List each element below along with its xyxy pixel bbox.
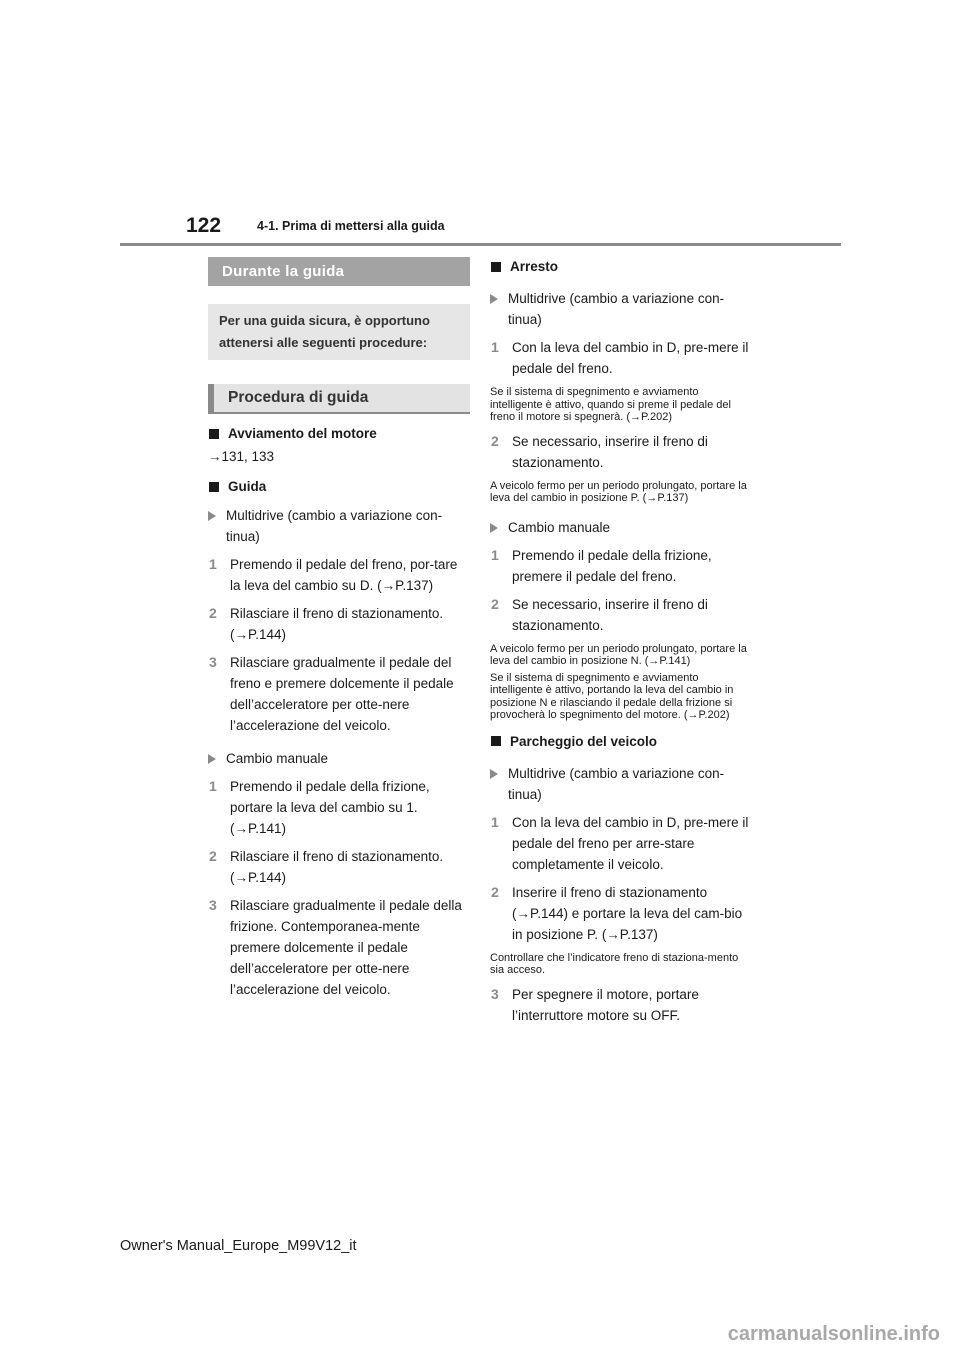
square-bullet-icon bbox=[491, 736, 501, 746]
section-guida bbox=[208, 477, 470, 1000]
step: 2 Rilasciare il freno di stazionamento. (→P.144) bbox=[209, 605, 444, 642]
step: 3 Per spegnere il motore, portare l’interruttore motore su OFF. bbox=[491, 985, 699, 1023]
step: 2 Se necessario, inserire il freno di stazionamento. bbox=[491, 432, 708, 470]
triangle-bullet-icon bbox=[490, 523, 498, 533]
triangle-bullet-icon bbox=[208, 754, 216, 764]
section-title: 4-1. Prima di mettersi alla guida bbox=[257, 219, 445, 233]
heading-arresto: Arresto bbox=[490, 257, 752, 276]
step: 2 Inserire il freno di stazionamento (→P.144) e portare la leva del cam-bio in posizione P. (→P.137) bbox=[491, 883, 743, 942]
step: 1 Con la leva del cambio in D, pre-mere il pedale del freno. bbox=[491, 339, 749, 376]
variant-multidrive: Multidrive (cambio a variazione con-tinua) bbox=[490, 763, 752, 805]
step: 1 Con la leva del cambio in D, pre-mere il pedale del freno per arre-stare completamente il veicolo. bbox=[491, 813, 749, 872]
heading-guida: Guida bbox=[208, 477, 470, 496]
step: 1 Premendo il pedale della frizione, premere il pedale del freno. bbox=[491, 546, 712, 584]
page-number: 122 bbox=[186, 214, 222, 237]
heading-avviamento: Avviamento del motore bbox=[208, 424, 470, 443]
intro-box: Per una guida sicura, è opportuno attenersi alle seguenti procedure: bbox=[208, 304, 470, 360]
triangle-bullet-icon bbox=[490, 294, 498, 304]
variant-cambio-manuale: Cambio manuale bbox=[490, 517, 752, 538]
step: 1 Premendo il pedale della frizione, portare la leva del cambio su 1. (→P.141) bbox=[209, 778, 430, 836]
banner-procedura-di-guida: Procedura di guida bbox=[208, 384, 470, 414]
note: A veicolo fermo per un periodo prolungato, portare la leva del cambio in posizione N. (→P.141) bbox=[490, 642, 747, 667]
note: Se il sistema di spegnimento e avviamento intelligente è attivo, quando si preme il pedale del freno il motore si spegnerà. (→P.202) bbox=[490, 386, 731, 423]
variant-cambio-manuale: Cambio manuale bbox=[208, 748, 470, 769]
section-parcheggio bbox=[490, 732, 752, 1026]
section-arresto bbox=[490, 257, 752, 722]
triangle-bullet-icon bbox=[208, 511, 216, 521]
banner-durante-la-guida: Durante la guida bbox=[208, 257, 470, 286]
right-column bbox=[490, 257, 752, 1026]
variant-multidrive: Multidrive (cambio a variazione con-tinua) bbox=[208, 505, 470, 547]
section-avviamento bbox=[208, 424, 470, 467]
heading-parcheggio: Parcheggio del veicolo bbox=[490, 732, 752, 751]
note: A veicolo fermo per un periodo prolungato, portare la leva del cambio in posizione P. (→P.137) bbox=[490, 479, 747, 504]
square-bullet-icon bbox=[491, 262, 501, 272]
step: 2 Rilasciare il freno di stazionamento. (→P.144) bbox=[209, 848, 444, 885]
square-bullet-icon bbox=[209, 482, 219, 492]
variant-multidrive: Multidrive (cambio a variazione con-tinua) bbox=[490, 288, 752, 330]
triangle-bullet-icon bbox=[490, 769, 498, 779]
step: 1 Premendo il pedale del freno, por-tare la leva del cambio su D. (→P.137) bbox=[209, 556, 458, 593]
watermark: carmanualsonline.info bbox=[727, 1323, 940, 1345]
note: Controllare che l’indicatore freno di staziona-mento sia acceso. bbox=[490, 951, 739, 976]
step: 2 Se necessario, inserire il freno di stazionamento. bbox=[491, 595, 708, 633]
step: 3 Rilasciare gradualmente il pedale del freno e premere dolcemente il pedale dell’acceleratore per otte-nere l’accelerazione del veicolo. bbox=[209, 654, 454, 733]
square-bullet-icon bbox=[209, 429, 219, 439]
note: Se il sistema di spegnimento e avviamento intelligente è attivo, portando la leva del cambio in posizione N e rilasciando il pedale della frizione si provocherà lo spegnimento del motore. (→P.202) bbox=[490, 671, 734, 721]
header-divider bbox=[120, 243, 841, 246]
step: 3 Rilasciare gradualmente il pedale della frizione. Contemporanea-mente premere dolcemente il pedale dell’acceleratore per otte-nere l’accelerazione del veicolo. bbox=[209, 897, 462, 997]
left-column bbox=[208, 257, 470, 1000]
footer-manual-id: Owner's Manual_Europe_M99V12_it bbox=[120, 1238, 357, 1254]
page-reference: →131, 133 bbox=[208, 449, 275, 464]
